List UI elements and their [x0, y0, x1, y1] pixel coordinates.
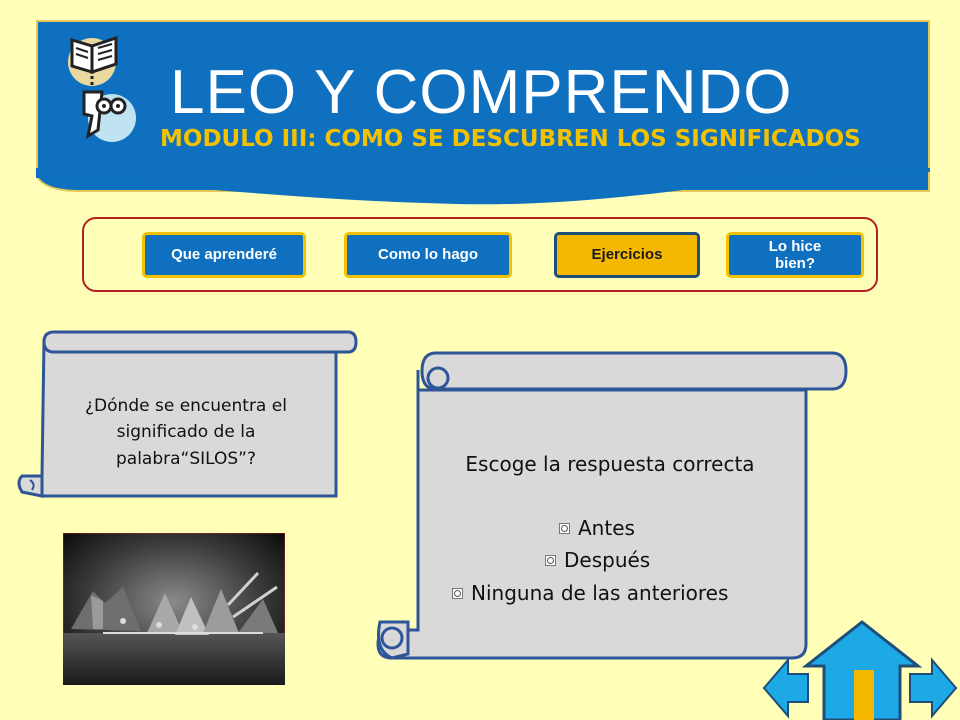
page-title: LEO Y COMPRENDO [170, 58, 793, 127]
instruction-text: Escoge la respuesta correcta [465, 452, 755, 476]
nav-como-lo-hago-button[interactable]: Como lo hago [344, 232, 512, 278]
question-text: ¿Dónde se encuentra el significado de la palabra“SILOS”? [85, 396, 287, 469]
module-subtitle: MODULO III: COMO SE DESCUBREN LOS SIGNIFICADOS [160, 126, 861, 152]
nav-que-aprendere-button[interactable]: Que aprenderé [142, 232, 306, 278]
home-icon[interactable] [806, 622, 918, 720]
nav-ejercicios-button[interactable]: Ejercicios [554, 232, 700, 278]
left-arrow-icon[interactable] [764, 660, 808, 716]
option-label: Después [564, 548, 651, 572]
option-label: Ninguna de las anteriores [471, 581, 729, 605]
option-label: Antes [578, 516, 635, 540]
nav-lo-hice-bien-button[interactable]: Lo hice bien? [726, 232, 864, 278]
right-arrow-icon[interactable] [910, 660, 956, 716]
